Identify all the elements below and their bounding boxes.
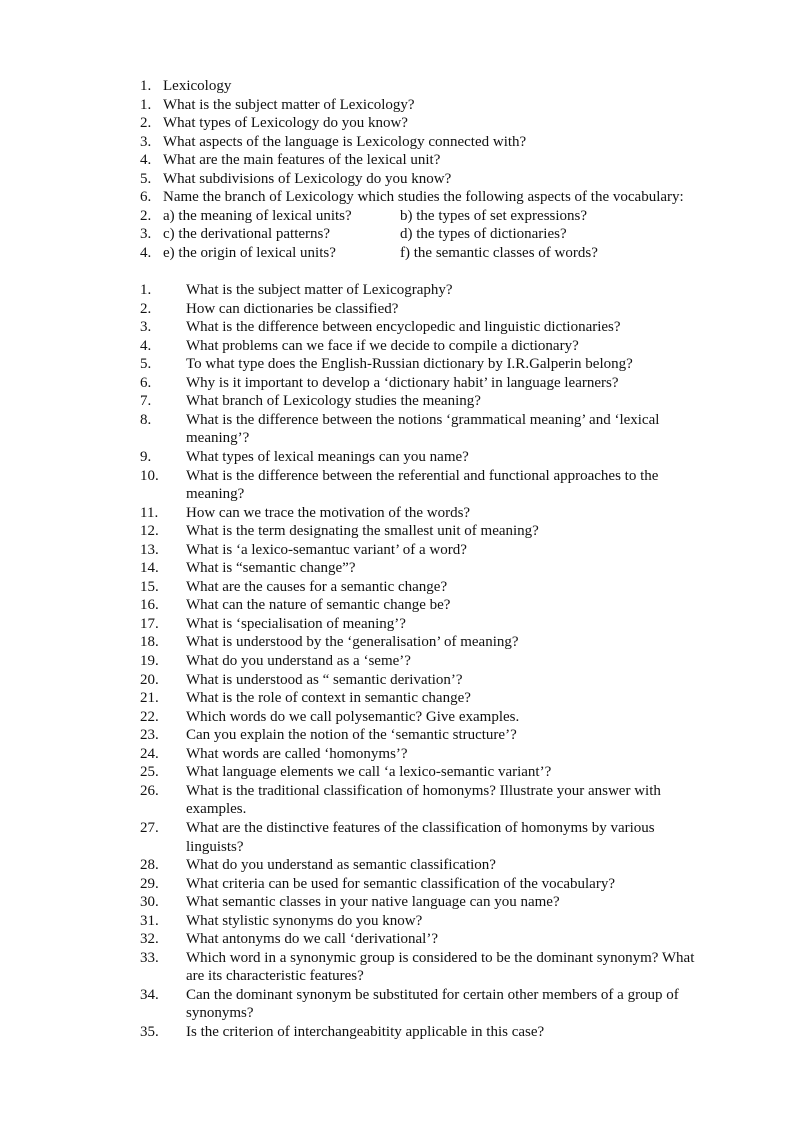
list-item-number: 27.	[140, 819, 159, 836]
list-item-text: Lexicology	[163, 78, 232, 94]
list-item-text: What is the term designating the smallest unit of meaning?	[186, 523, 539, 540]
list-item-text: e) the origin of lexical units?	[163, 244, 336, 261]
list-item-text: What are the main features of the lexical unit?	[163, 152, 441, 169]
list-item-text: What is the subject matter of Lexicology?	[163, 96, 415, 113]
list-item-text: What criteria can be used for semantic classification of the vocabulary?	[186, 875, 615, 892]
list-item-text: What are the causes for a semantic change?	[186, 578, 448, 595]
list-item-text: What language elements we call ‘a lexico-semantic variant’?	[186, 764, 552, 781]
list-item-number: 34.	[140, 986, 159, 1003]
list-item-text: Name the branch of Lexicology which studies the following aspects of the vocabulary:	[163, 189, 684, 206]
list-item-number: 1.	[140, 96, 152, 113]
list-item-text: What types of lexical meanings can you name?	[186, 448, 469, 465]
list-item-text: What is “semantic change”?	[186, 560, 356, 577]
list-item-text: How can dictionaries be classified?	[186, 300, 399, 317]
list-item-number: 13.	[140, 541, 159, 558]
list-item-number: 7.	[140, 393, 152, 410]
list-item-text: What can the nature of semantic change be?	[186, 597, 451, 614]
list-item-number: 15.	[140, 578, 159, 595]
list-item-number: 8.	[140, 411, 152, 428]
list-item-number: 1.	[140, 282, 152, 298]
list-item-number: 29.	[140, 875, 159, 892]
list-item-number: 17.	[140, 615, 159, 632]
list-item-number: 5.	[140, 356, 152, 373]
list-item-number: 2.	[140, 115, 152, 132]
list-item-text: To what type does the English-Russian dictionary by I.R.Galperin belong?	[186, 356, 633, 373]
list-item-number: 25.	[140, 764, 159, 781]
list-item-text: meaning?	[186, 486, 245, 503]
list-item-number: 22.	[140, 708, 159, 725]
list-item-text: What do you understand as semantic classification?	[186, 857, 496, 874]
list-item-number: 6.	[140, 374, 152, 391]
list-item-number: 24.	[140, 745, 159, 762]
list-item-text: examples.	[186, 801, 247, 818]
list-item-number: 35.	[140, 1024, 159, 1040]
list-item-number: 30.	[140, 894, 159, 911]
list-item-text-secondary: b) the types of set expressions?	[400, 207, 588, 224]
list-item-text: What is the difference between the notions ‘grammatical meaning’ and ‘lexical	[186, 411, 660, 428]
list-item-number: 26.	[140, 782, 159, 799]
list-item-text: What is the difference between encyclopedic and linguistic dictionaries?	[186, 319, 621, 336]
list-item-text: Can the dominant synonym be substituted for certain other members of a group of	[186, 986, 679, 1003]
list-item-text: What do you understand as a ‘seme’?	[186, 653, 411, 669]
list-item-number: 1.	[140, 78, 152, 94]
list-item-text: Is the criterion of interchangeabitity applicable in this case?	[186, 1024, 545, 1040]
list-item-number: 5.	[140, 170, 152, 187]
list-item-text: synonyms?	[186, 1005, 254, 1022]
list-item-number: 4.	[140, 244, 152, 261]
list-item-text: What is the role of context in semantic change?	[186, 690, 471, 707]
list-item-number: 2.	[140, 207, 152, 224]
list-item-text: What aspects of the language is Lexicology connected with?	[163, 133, 527, 150]
list-item-number: 3.	[140, 226, 152, 243]
list-item-number: 23.	[140, 727, 159, 744]
list-item-text: What are the distinctive features of the classification of homonyms by various	[186, 819, 655, 836]
list-item-text: What is understood as “ semantic derivation’?	[186, 671, 463, 688]
list-item-number: 19.	[140, 653, 159, 669]
list-item-number: 14.	[140, 560, 159, 577]
list-item-number: 4.	[140, 152, 152, 169]
list-item-text: What problems can we face if we decide to compile a dictionary?	[186, 337, 579, 354]
list-item-text: meaning’?	[186, 430, 250, 447]
list-item-text: Which word in a synonymic group is considered to be the dominant synonym? What	[186, 949, 695, 966]
list-item-number: 28.	[140, 857, 159, 874]
list-item-number: 32.	[140, 931, 159, 948]
list-item-number: 2.	[140, 300, 152, 317]
list-item-number: 11.	[140, 504, 159, 521]
list-item-text-secondary: f) the semantic classes of words?	[400, 244, 598, 261]
list-item-number: 4.	[140, 337, 152, 354]
list-item-text: What branch of Lexicology studies the meaning?	[186, 393, 481, 410]
list-item-text: What is ‘a lexico-semantuc variant’ of a word?	[186, 541, 467, 558]
list-item-text: a) the meaning of lexical units?	[163, 207, 352, 224]
list-item-number: 31.	[140, 912, 159, 929]
list-item-number: 10.	[140, 467, 159, 484]
list-item-text: What subdivisions of Lexicology do you know?	[163, 170, 452, 187]
list-item-text: What types of Lexicology do you know?	[163, 115, 408, 132]
list-item-number: 9.	[140, 448, 152, 465]
list-item-number: 33.	[140, 949, 159, 966]
list-item-text: What is the traditional classification of homonyms? Illustrate your answer with	[186, 782, 661, 799]
list-item-text: Can you explain the notion of the ‘semantic structure’?	[186, 727, 517, 744]
list-item-number: 6.	[140, 189, 152, 206]
list-item-text: What is understood by the ‘generalisation’ of meaning?	[186, 634, 519, 651]
list-item-text: What words are called ‘homonyms’?	[186, 745, 408, 762]
list-item-text: What semantic classes in your native language can you name?	[186, 894, 560, 911]
list-item-text: What stylistic synonyms do you know?	[186, 912, 423, 929]
list-item-number: 18.	[140, 634, 159, 651]
list-item-number: 20.	[140, 671, 159, 688]
list-item-number: 3.	[140, 133, 152, 150]
list-item-text: are its characteristic features?	[186, 968, 364, 985]
list-item-text: What is the subject matter of Lexicography?	[186, 282, 453, 298]
list-item-number: 12.	[140, 523, 159, 540]
list-item-text: c) the derivational patterns?	[163, 226, 331, 243]
list-item-text: linguists?	[186, 838, 244, 855]
list-item-text: What is ‘specialisation of meaning’?	[186, 615, 406, 632]
list-item-text: What is the difference between the referential and functional approaches to the	[186, 467, 659, 484]
list-item-text: Which words do we call polysemantic? Give examples.	[186, 708, 520, 725]
list-item-text-secondary: d) the types of dictionaries?	[400, 226, 567, 243]
list-item-number: 3.	[140, 319, 152, 336]
list-item-text: Why is it important to develop a ‘dictionary habit’ in language learners?	[186, 374, 619, 391]
list-item-text: How can we trace the motivation of the words?	[186, 504, 471, 521]
list-item-number: 16.	[140, 597, 159, 614]
list-item-number: 21.	[140, 690, 159, 707]
list-item-text: What antonyms do we call ‘derivational’?	[186, 931, 438, 948]
